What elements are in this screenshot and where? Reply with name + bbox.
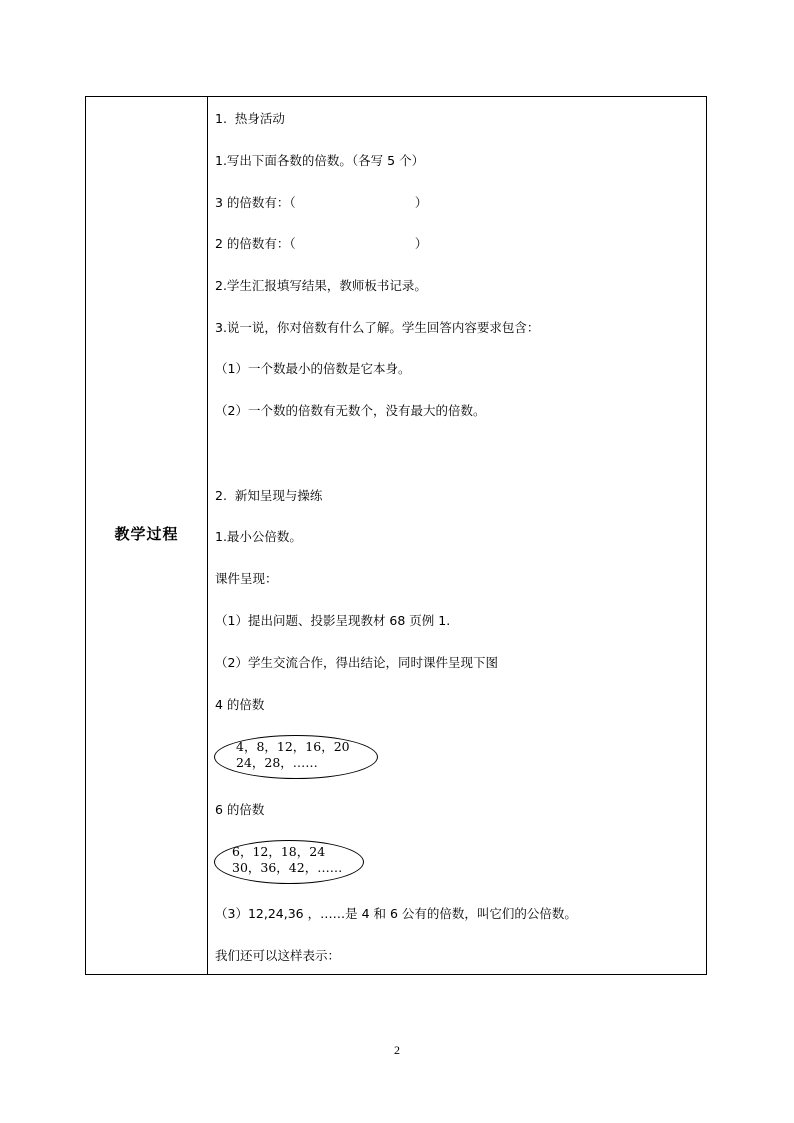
report-line: 2.学生汇报填写结果，教师板书记录。: [215, 278, 427, 293]
step-1-line: （1）提出问题、投影呈现教材 68 页例 1.: [215, 613, 451, 628]
representation-line: 我们还可以这样表示：: [215, 948, 341, 963]
point-1-line: （1）一个数最小的倍数是它本身。: [215, 361, 411, 376]
oval-6-line-1: 6，12，18，24: [232, 844, 326, 859]
courseware-line: 课件呈现：: [215, 571, 278, 586]
multiples-of-2-line: 2 的倍数有：（ ）: [215, 236, 428, 251]
lcm-line: 1.最小公倍数。: [215, 529, 302, 544]
section-label: 教学过程: [114, 525, 179, 543]
oval-4-line-2: 24，28，……: [236, 755, 318, 770]
page-number: 2: [394, 1043, 400, 1057]
step-2-line: （2）学生交流合作，得出结论，同时课件呈现下图: [215, 655, 498, 670]
instruction-line: 1.写出下面各数的倍数。（各写 5 个）: [215, 153, 425, 168]
oval-4-line-1: 4，8，12，16，20: [236, 739, 350, 754]
multiples-of-6-label: 6 的倍数: [215, 802, 265, 817]
point-2-line: （2）一个数的倍数有无数个，没有最大的倍数。: [215, 403, 486, 418]
warmup-heading: 1. 热身活动: [215, 111, 285, 126]
oval-6-line-2: 30，36，42，……: [232, 860, 343, 875]
discussion-line: 3.说一说，你对倍数有什么了解。学生回答内容要求包含：: [215, 320, 540, 335]
step-3-line: （3）12,24,36 ，……是 4 和 6 公有的倍数，叫它们的公倍数。: [215, 906, 577, 921]
multiples-of-3-line: 3 的倍数有：（ ）: [215, 195, 428, 210]
new-knowledge-heading: 2. 新知呈现与操练: [215, 488, 323, 503]
multiples-of-4-label: 4 的倍数: [215, 697, 265, 712]
